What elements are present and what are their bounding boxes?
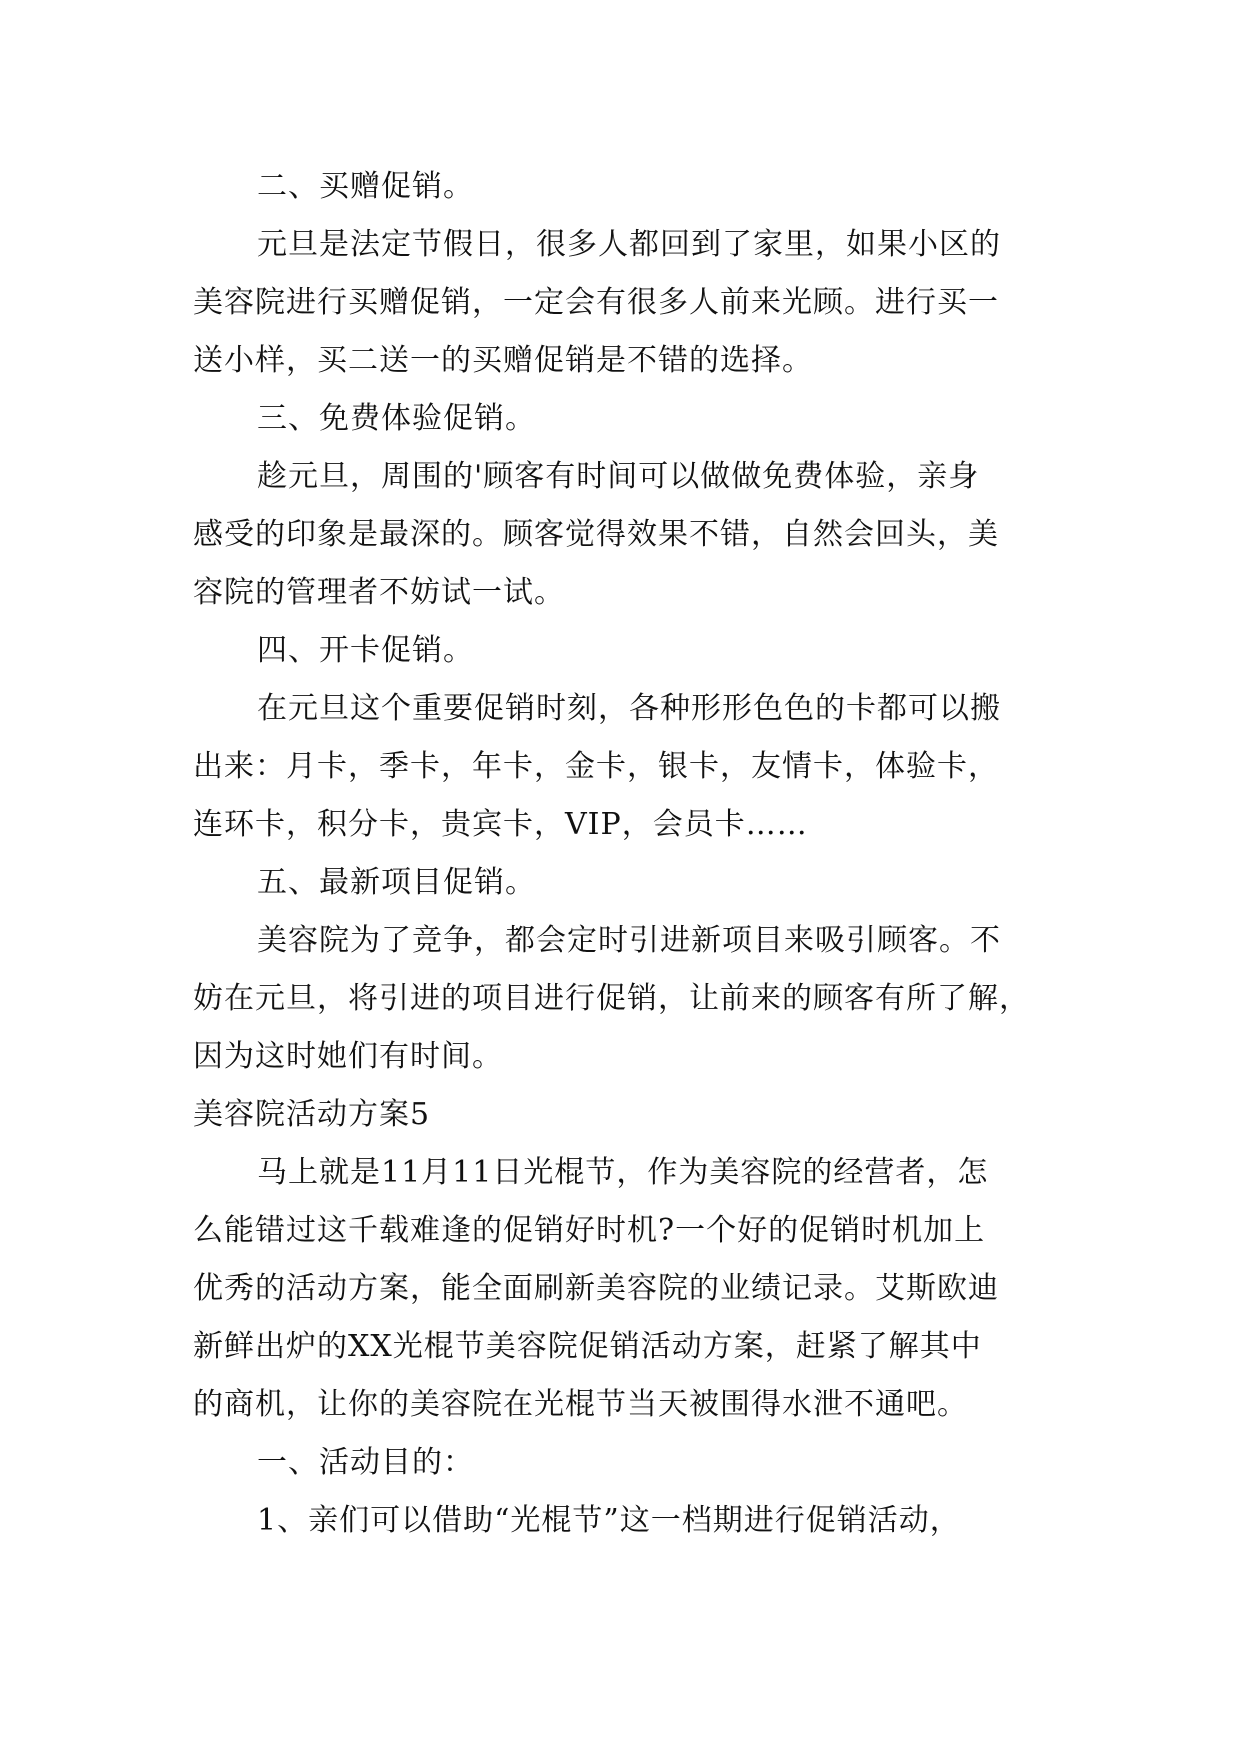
section-heading: 二、买赠促销。	[257, 169, 474, 204]
section-heading: 四、开卡促销。	[257, 633, 474, 668]
document-body	[193, 158, 1053, 1550]
paragraph-line: 元旦是法定节假日，很多人都回到了家里，如果小区的	[257, 227, 1001, 262]
paragraph-line: 么能错过这千载难逢的促销好时机?一个好的促销时机加上	[193, 1213, 986, 1248]
paragraph-line: 1、亲们可以借助“光棍节”这一档期进行促销活动，	[257, 1503, 961, 1538]
paragraph-line: 趁元旦，周围的'顾客有时间可以做做免费体验，亲身	[257, 459, 980, 494]
paragraph-line: 的商机，让你的美容院在光棍节当天被围得水泄不通吧。	[193, 1387, 968, 1422]
document-title: 美容院活动方案5	[193, 1097, 431, 1132]
paragraph-line: 出来：月卡，季卡，年卡，金卡，银卡，友情卡，体验卡，	[193, 749, 999, 784]
section-heading: 一、活动目的：	[257, 1445, 474, 1480]
section-heading: 三、免费体验促销。	[257, 401, 536, 436]
paragraph-line: 感受的印象是最深的。顾客觉得效果不错，自然会回头，美	[193, 517, 999, 552]
section-heading: 五、最新项目促销。	[257, 865, 536, 900]
paragraph-line: 送小样，买二送一的买赠促销是不错的选择。	[193, 343, 813, 378]
paragraph-line: 马上就是11月11日光棍节，作为美容院的经营者，怎	[257, 1155, 989, 1190]
paragraph-line: 因为这时她们有时间。	[193, 1039, 503, 1074]
paragraph-line: 新鲜出炉的XX光棍节美容院促销活动方案，赶紧了解其中	[193, 1329, 982, 1364]
paragraph-line: 妨在元旦，将引进的项目进行促销，让前来的顾客有所了解，	[193, 981, 1030, 1016]
paragraph-line: 优秀的活动方案，能全面刷新美容院的业绩记录。艾斯欧迪	[193, 1271, 999, 1306]
paragraph-line: 连环卡，积分卡，贵宾卡，VIP，会员卡……	[193, 807, 808, 842]
paragraph-line: 美容院为了竞争，都会定时引进新项目来吸引顾客。不	[257, 923, 1001, 958]
paragraph-line: 美容院进行买赠促销，一定会有很多人前来光顾。进行买一	[193, 285, 999, 320]
paragraph-line: 容院的管理者不妨试一试。	[193, 575, 565, 610]
paragraph-line: 在元旦这个重要促销时刻，各种形形色色的卡都可以搬	[257, 691, 1001, 726]
